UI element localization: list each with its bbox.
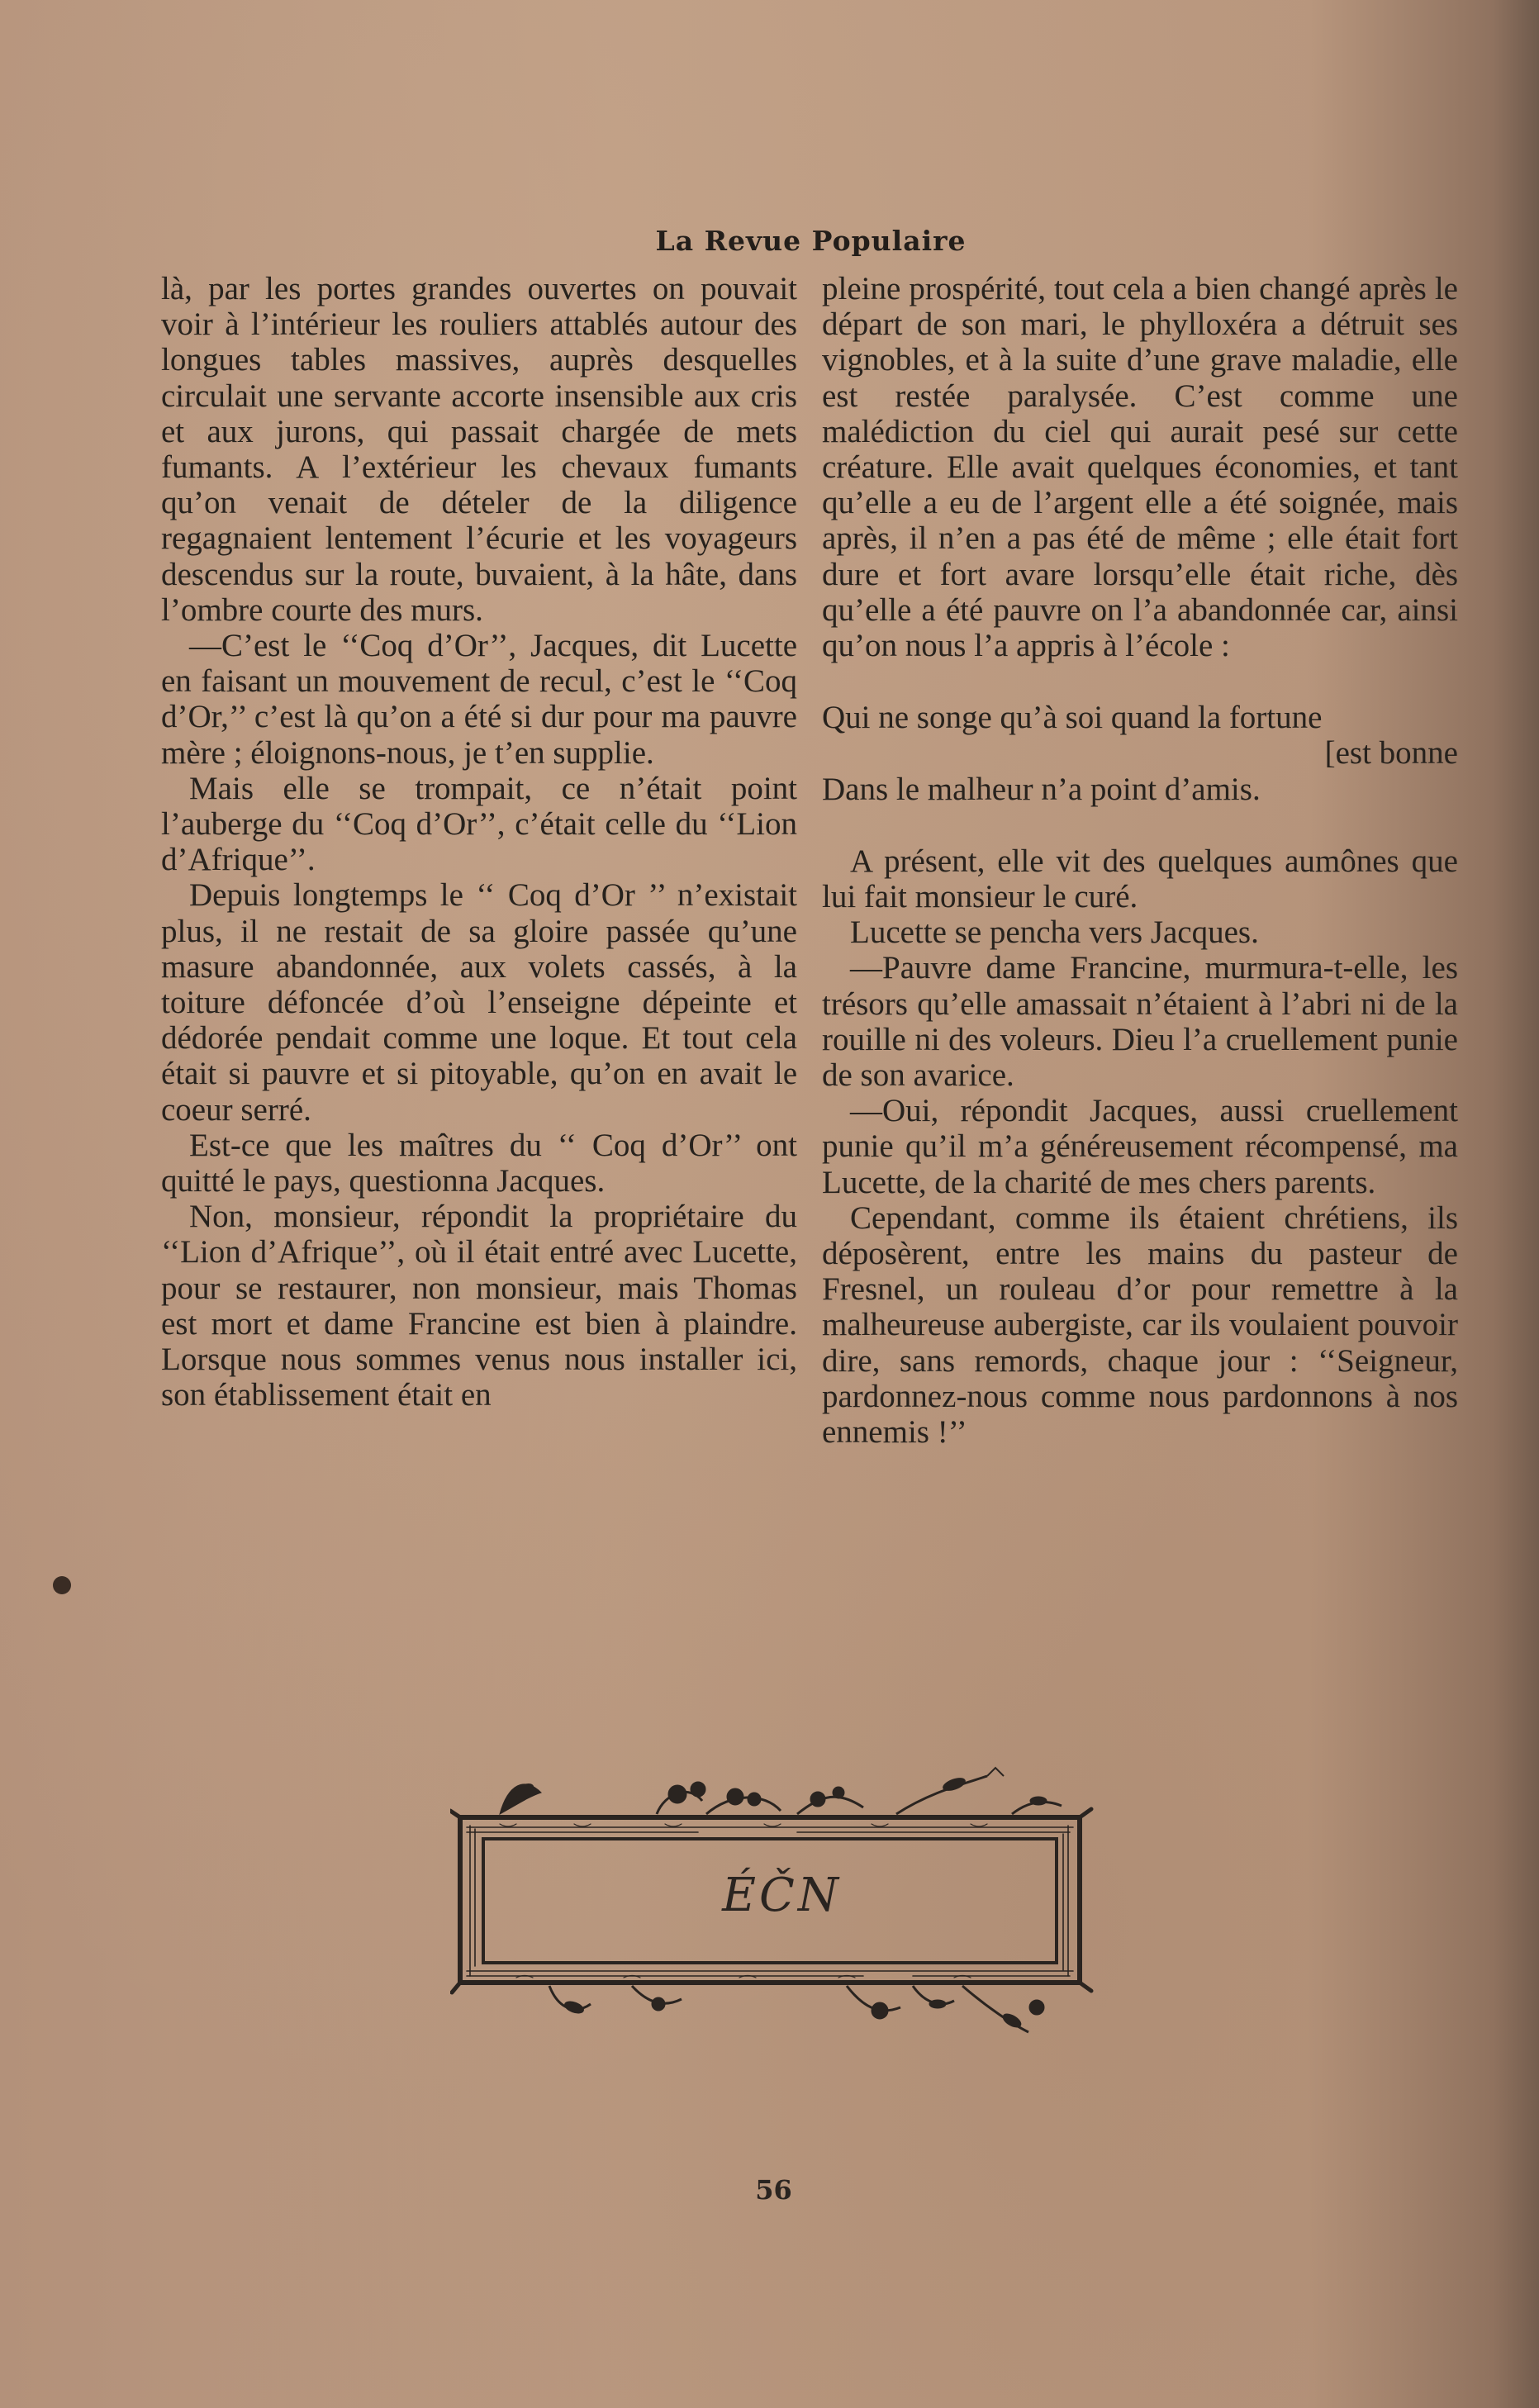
verse-quote: [822, 700, 1458, 807]
verse-line-continuation: [est bonne: [1324, 735, 1458, 772]
paragraph: Cependant, comme ils étaient chrétiens, ils déposèrent, entre les mains du pasteur de Fresnel, un rouleau d’or pour remettre à la malheureuse aubergiste, car ils voulaient pouvoir dire, sans remords, chaque jour : ‘‘Seigneur, pardonnez-nous comme nous pardonnons à nos ennemis !’’: [822, 1199, 1458, 1451]
paragraph: là, par les portes grandes ouvertes on pouvait voir à l’intérieur les rouliers attablés autour des longues tables massives, auprès desquelles circulait une servante accorte insensible aux cris et aux jurons, qui passait chargée de mets fumants. A l’extérieur les chevaux fumants qu’on venait de dételer de la diligence regagnaient lentement l’écurie et les voyageurs descendus sur la route, buvaient, à la hâte, dans l’ombre courte des murs.: [161, 271, 797, 628]
paragraph: pleine prospérité, tout cela a bien changé après le départ de son mari, le phylloxéra a détruit ses vignobles, et à la suite d’une grave maladie, elle est restée paralysée. C’est comme une malédiction du ciel qui aurait pesé sur cette créature. Elle avait quelques économies, et tant qu’elle a eu de l’argent elle a été soignée, mais après, il n’en a pas été de même ; elle était fort dure et fort avare lorsqu’elle était riche, dès qu’elle a été pauvre on l’a abandonnée car, ainsi qu’on nous l’a appris à l’école :: [822, 271, 1458, 664]
paragraph: Mais elle se trompait, ce n’était point l’auberge du ‘‘Coq d’Or’’, c’était celle du ‘‘Lion d’Afrique’’.: [161, 770, 797, 878]
paragraph: Lucette se pencha vers Jacques.: [850, 914, 1259, 951]
monogram: ÉČN: [722, 1869, 842, 1922]
paragraph: —Oui, répondit Jacques, aussi cruellement punie qu’il m’a généreusement récompensé, ma Lucette, de la charité de mes chers parents.: [822, 1093, 1458, 1200]
paragraph: Depuis longtemps le ‘‘ Coq d’Or ’’ n’existait plus, il ne restait de sa gloire passée qu’une masure abandonnée, aux volets cassés, à la toiture défoncée d’où l’enseigne dépeinte et dédorée pendait comme une loque. Et tout cela était si pauvre et si pitoyable, qu’on en avait le coeur serré.: [161, 877, 797, 1128]
bottom-foliage: [549, 1986, 1044, 2032]
paragraph: Non, monsieur, répondit la propriétaire du ‘‘Lion d’Afrique’’, où il était entré avec Lucette, pour se restaurer, non monsieur, mais Thomas est mort et dame Francine est bien à plaindre. Lorsque nous sommes venus nous installer ici, son établissement était en: [161, 1199, 797, 1413]
top-foliage: [500, 1768, 1062, 1814]
left-column: [161, 271, 797, 1413]
right-column: [822, 271, 1458, 1450]
paragraph: —Pauvre dame Francine, murmura-t-elle, les trésors qu’elle amassait n’étaient à l’abri ni de la rouille ni des voleurs. Dieu l’a cruellement punie de son avarice.: [822, 950, 1458, 1094]
running-header: La Revue Populaire: [655, 225, 967, 257]
paragraph: A présent, elle vit des quelques aumônes que lui fait monsieur le curé.: [822, 843, 1458, 915]
verse-line: Dans le malheur n’a point d’amis.: [822, 771, 1261, 807]
ink-blot: [53, 1576, 71, 1594]
paragraph: Est-ce que les maîtres du ‘‘ Coq d’Or’’ ont quitté le pays, questionna Jacques.: [161, 1127, 797, 1199]
verse-line: Qui ne songe qu’à soi quand la fortune: [822, 700, 1323, 736]
paragraph: —C’est le ‘‘Coq d’Or’’, Jacques, dit Lucette en faisant un mouvement de recul, c’est le ‘‘Coq d’Or,’’ c’est là qu’on a été si dur pour ma pauvre mère ; éloignons-nous, je t’en supplie.: [161, 628, 797, 771]
page-number: 56: [755, 2174, 792, 2206]
